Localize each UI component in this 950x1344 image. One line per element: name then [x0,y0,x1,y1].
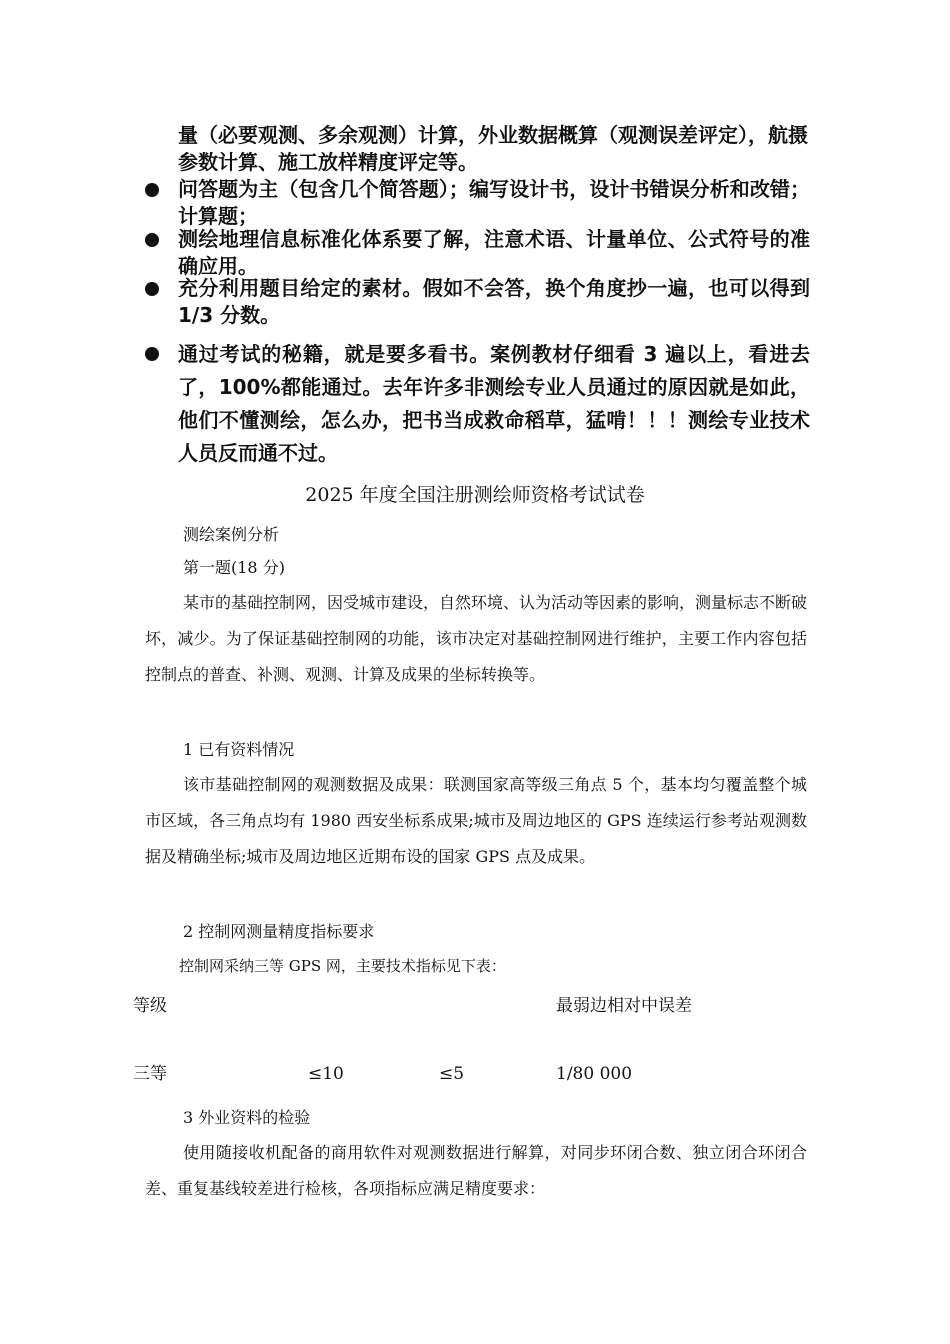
exam-subject: 测绘案例分析 [183,525,280,544]
table-header-weakest-edge: 最弱边相对中误差 [556,996,692,1016]
section-heading: 1 已有资料情况 [183,740,295,759]
question-heading: 第一题(18 分) [183,558,285,577]
intro-bullet [145,176,810,230]
paragraph: 使用随接收机配备的商用软件对观测数据进行解算，对同步环闭合数、独立闭合环闭合差、重复基线较差进行检核，各项指标应满足精度要求： [145,1143,807,1198]
section-heading: 3 外业资料的检验 [183,1108,311,1127]
intro-continuation: 量（必要观测、多余观测）计算，外业数据概算（观测误差评定），航摄参数计算、施工放样精度评定等。 [178,123,808,174]
intro-bullet [145,338,810,470]
bullet-dot-icon [145,233,159,247]
bullet-dot-icon [145,347,159,361]
paragraph: 该市基础控制网的观测数据及成果：联测国家高等级三角点 5 个，基本均匀覆盖整个城市区域，各三角点均有 1980 西安坐标系成果;城市及周边地区的 GPS 连续运行参考站观测数据及精确坐标;城市及周边地区近期布设的国家 GPS 点及成果。 [145,775,807,866]
table-intro: 控制网采纳三等 GPS 网，主要技术指标见下表： [179,957,506,975]
table-cell: ≤5 [439,1064,465,1084]
bullet-dot-icon [145,183,159,197]
paragraph: 某市的基础控制网，因受城市建设，自然环境、认为活动等因素的影响，测量标志不断破坏，减少。为了保证基础控制网的功能，该市决定对基础控制网进行维护，主要工作内容包括控制点的普查、补测、观测、计算及成果的坐标转换等。 [145,593,808,684]
table-header-grade: 等级 [133,996,167,1016]
exam-title: 2025 年度全国注册测绘师资格考试试卷 [305,484,645,506]
bullet-text: 通过考试的秘籍，就是要多看书。案例教材仔细看 3 遍以上，看进去了，100%都能通过。去年许多非测绘专业人员通过的原因就是如此，他们不懂测绘，怎么办，把书当成救命稻草，猛啃！！！测绘专业技术人员反而通不过。 [178,342,810,465]
section-heading: 2 控制网测量精度指标要求 [183,922,375,941]
table-cell: 1/80 000 [556,1064,633,1084]
bullet-text: 充分利用题目给定的素材。假如不会答，换个角度抄一遍，也可以得到 1/3 分数。 [178,276,810,327]
bullet-text: 测绘地理信息标准化体系要了解，注意术语、计量单位、公式符号的准确应用。 [178,227,810,278]
bullet-dot-icon [145,282,159,296]
table-cell-grade: 三等 [133,1064,167,1084]
intro-bullet [145,275,810,329]
bullet-text: 问答题为主（包含几个简答题）；编写设计书，设计书错误分析和改错；计算题； [178,177,810,228]
intro-bullet [145,226,810,280]
table-cell: ≤10 [308,1064,344,1084]
